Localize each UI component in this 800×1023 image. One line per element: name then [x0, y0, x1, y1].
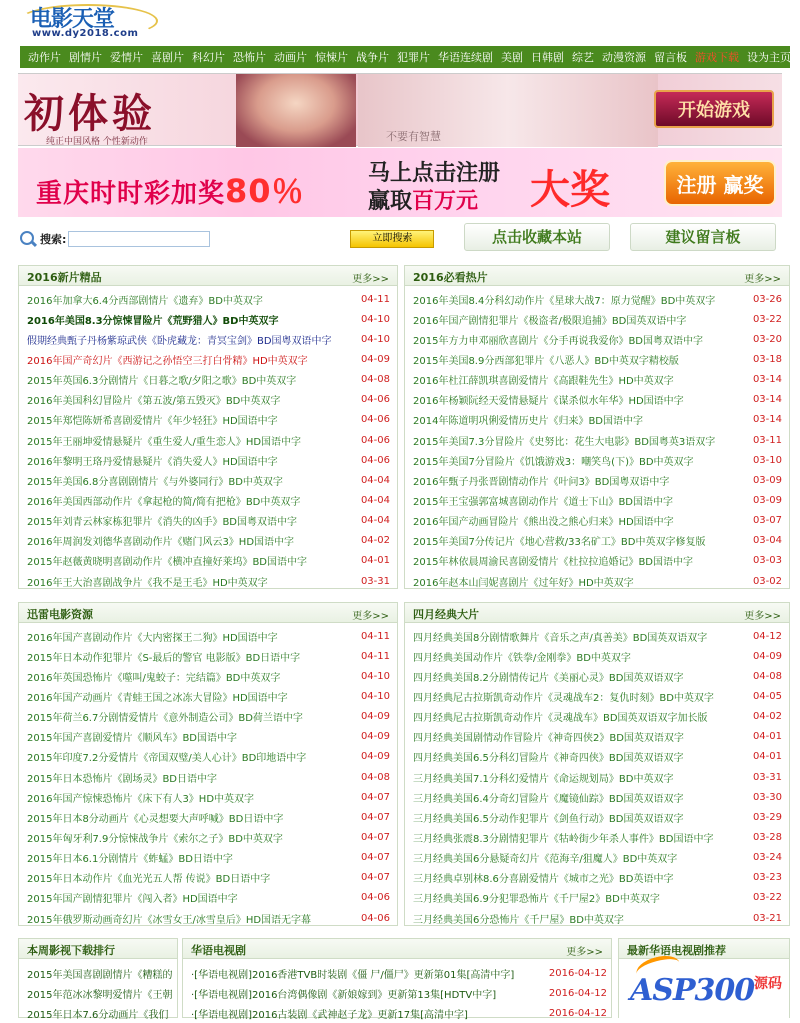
movie-link[interactable]: 四月经典美国8.2分剧情传记片《美丽心灵》BD国英双语双字	[413, 672, 684, 684]
movie-date: 03-10	[752, 454, 782, 466]
movie-link[interactable]: 2015年荷兰6.7分剧情爱情片《意外制造公司》BD荷兰语中字	[27, 713, 303, 725]
list-item[interactable]	[405, 827, 789, 847]
section-title: 2016新片精品	[27, 271, 102, 284]
more-link[interactable]: 更多>>	[352, 274, 389, 285]
section-title: 最新华语电视剧推荐	[627, 944, 726, 957]
list-item[interactable]	[19, 646, 397, 666]
movie-link[interactable]: 三月经典美国6.4分奇幻冒险片《魔镜仙踪》BD国英双语双字	[413, 793, 684, 805]
list-item[interactable]	[405, 868, 789, 888]
search-button[interactable]: 立即搜索	[350, 230, 434, 248]
list-item[interactable]	[19, 767, 397, 787]
movie-date: 04-06	[360, 394, 390, 406]
movie-date: 04-09	[360, 731, 390, 743]
movie-link[interactable]: 三月经典美国6分悬疑奇幻片《范海辛/狙魔人》BD中英双字	[413, 854, 678, 866]
movie-date: 04-07	[360, 831, 390, 843]
list-item[interactable]	[19, 868, 397, 888]
nav-item[interactable]: 科幻片	[192, 51, 225, 64]
movie-date: 04-07	[360, 811, 390, 823]
list-item[interactable]	[19, 370, 397, 390]
logo-title: 电影天堂	[30, 6, 115, 32]
nav-item[interactable]: 惊悚片	[315, 51, 348, 64]
movie-link[interactable]: 2016年美国8.4分科幻动作片《星球大战7：原力觉醒》BD中英双字	[413, 295, 716, 307]
search-icon	[18, 229, 38, 249]
nav-item[interactable]: 动作片	[28, 51, 61, 64]
movie-link[interactable]: 2015年林依晨周渝民喜剧爱情片《杜拉拉追婚记》BD国语中字	[413, 557, 694, 569]
movie-link[interactable]: 2016年甄子丹张晋剧情动作片《叶问3》BD国粤双语中字	[413, 476, 670, 488]
movie-date: 04-10	[360, 313, 390, 325]
movie-link[interactable]: 2016年美国8.3分惊悚冒险片《荒野猎人》BD中英双字	[27, 315, 279, 327]
asp300-suffix: 源码	[754, 976, 782, 992]
movie-link[interactable]: 2016年加拿大6.4分西部剧情片《遗弃》BD中英双字	[27, 295, 263, 307]
nav-item[interactable]: 留言板	[654, 51, 687, 64]
list-item[interactable]	[19, 349, 397, 369]
lottery-percent: 80％	[225, 172, 305, 210]
lottery-prize	[368, 184, 478, 215]
movie-link[interactable]: 三月经典张震8.3分剧情犯罪片《牯岭街少年杀人事件》BD国语中字	[413, 833, 714, 845]
section-april-classics	[404, 602, 790, 926]
list-item[interactable]	[405, 571, 789, 591]
register-button[interactable]: 注册 赢奖	[664, 160, 776, 206]
list-item[interactable]	[405, 747, 789, 767]
movie-link[interactable]: 2015年赵薇黄晓明喜剧动作片《横冲直撞好莱坞》BD国语中字	[27, 557, 308, 569]
movie-link[interactable]: 2015年匈牙利7.9分惊悚战争片《索尔之子》BD中英双字	[27, 833, 283, 845]
movie-date: 04-04	[360, 515, 390, 527]
rank-link[interactable]: 2015年范冰冰黎明爱情片《王朝	[27, 989, 173, 1001]
movie-date: 03-14	[752, 374, 782, 386]
nav-item[interactable]: 日韩剧	[531, 51, 564, 64]
list-item[interactable]	[19, 490, 397, 510]
movie-date: 04-10	[360, 333, 390, 345]
list-item[interactable]	[183, 983, 611, 1003]
movie-date: 04-10	[360, 670, 390, 682]
nav-item[interactable]: 爱情片	[110, 51, 143, 64]
nav-item[interactable]: 犯罪片	[397, 51, 430, 64]
feedback-button[interactable]: 建议留言板	[630, 223, 776, 251]
section-hot-2016	[404, 265, 790, 589]
tv-date: 2016-04-12	[548, 987, 607, 999]
list-item[interactable]	[405, 767, 789, 787]
movie-date: 04-06	[360, 892, 390, 904]
lottery-cta: 马上点击注册	[368, 161, 501, 186]
list-item[interactable]	[405, 309, 789, 329]
movie-date: 03-09	[752, 494, 782, 506]
movie-date: 04-06	[360, 434, 390, 446]
list-item[interactable]	[405, 511, 789, 531]
movie-date: 04-12	[752, 630, 782, 642]
list-item[interactable]	[19, 390, 397, 410]
movie-list	[405, 286, 789, 591]
list-item[interactable]	[405, 349, 789, 369]
list-item[interactable]	[19, 410, 397, 430]
tv-link[interactable]: ·[华语电视剧]2016古装剧《武神赵子龙》更新17集[高清中字]	[191, 1009, 468, 1021]
movie-date: 03-09	[752, 474, 782, 486]
section-title: 四月经典大片	[413, 608, 479, 621]
movie-link[interactable]: 2016年英国恐怖片《噬叫/鬼蛟子：完结篇》BD中英双字	[27, 672, 281, 684]
movie-date: 04-07	[360, 852, 390, 864]
movie-link[interactable]: 四月经典美国6.5分科幻冒险片《神奇四侠》BD国英双语双字	[413, 753, 684, 765]
movie-link[interactable]: 2015年刘青云林家栋犯罪片《消失的凶手》BD国粤双语中字	[27, 517, 298, 529]
movie-list	[19, 286, 397, 591]
movie-date: 04-01	[360, 555, 390, 567]
movie-link[interactable]: 2016年国产动画冒险片《熊出没之熊心归来》HD国语中字	[413, 517, 674, 529]
section-title: 迅雷电影资源	[27, 608, 93, 621]
movie-link[interactable]: 2015年英国6.3分剧情片《日暮之歌/夕阳之歌》BD中英双字	[27, 376, 297, 388]
movie-link[interactable]: 2016年美国科幻冒险片《第五波/第五毁灭》BD中英双字	[27, 396, 281, 408]
list-item[interactable]	[405, 666, 789, 686]
search-input[interactable]	[68, 231, 210, 247]
list-item[interactable]	[19, 666, 397, 686]
nav-item[interactable]: 设为主页	[747, 51, 791, 64]
list-item[interactable]	[19, 531, 397, 551]
movie-link[interactable]: 四月经典美国剧情动作冒险片《神奇四侠2》BD国英双语双字	[413, 733, 684, 745]
movie-date: 04-08	[360, 771, 390, 783]
banner-subtitle: 纯正中国风格 个性新动作	[46, 137, 148, 147]
movie-link[interactable]: 2016年国产惊悚恐怖片《床下有人3》HD中英双字	[27, 793, 255, 805]
rank-link[interactable]: 2015年日本7.6分动画片《我们	[27, 1009, 169, 1021]
asp300-logo[interactable]	[624, 955, 790, 1009]
movie-link[interactable]: 四月经典美国8分剧情歌舞片《音乐之声/真善美》BD国英双语双字	[413, 632, 708, 644]
movie-list	[19, 623, 397, 928]
list-item[interactable]	[405, 289, 789, 309]
list-item[interactable]	[19, 848, 397, 868]
nav-item[interactable]: 华语连续剧	[438, 51, 493, 64]
list-item[interactable]	[405, 450, 789, 470]
list-item[interactable]	[405, 848, 789, 868]
movie-date: 03-22	[752, 892, 782, 904]
section-xunlei	[18, 602, 398, 926]
lottery-headline-text: 重庆时时彩加奖	[36, 179, 226, 209]
movie-link[interactable]: 2015年俄罗斯动画奇幻片《冰雪女王/冰雪皇后》HD国语无字幕	[27, 914, 312, 926]
list-item[interactable]	[405, 626, 789, 646]
movie-date: 03-22	[752, 313, 782, 325]
movie-date: 03-24	[752, 852, 782, 864]
movie-link[interactable]: 2014年陈道明巩俐爱情历史片《归来》BD国语中字	[413, 416, 644, 428]
movie-link[interactable]: 三月经典卓别林8.6分喜剧爱情片《城市之光》BD英语中字	[413, 874, 674, 886]
search-label: 搜索:	[40, 232, 67, 246]
tv-list	[183, 959, 611, 1023]
start-game-button[interactable]: 开始游戏	[654, 90, 774, 128]
list-item[interactable]	[19, 807, 397, 827]
section-title: 华语电视剧	[191, 944, 246, 957]
movie-link[interactable]: 2015年日本6.1分剧情片《蚱蜢》BD日语中字	[27, 854, 233, 866]
movie-link[interactable]: 2015年方力申邓丽欣喜剧片《分手再说我爱你》BD国粤双语中字	[413, 335, 704, 347]
movie-date: 04-02	[752, 711, 782, 723]
more-link[interactable]: 更多>>	[744, 274, 781, 285]
asp300-brand: ASP300	[630, 973, 755, 1008]
list-item[interactable]	[19, 626, 397, 646]
movie-date: 04-09	[360, 711, 390, 723]
tv-date: 2016-04-12	[548, 1007, 607, 1019]
movie-date: 04-04	[360, 494, 390, 506]
site-logo[interactable]	[18, 0, 168, 44]
list-item[interactable]	[19, 707, 397, 727]
movie-link[interactable]: 2015年郑恺陈妍希喜剧爱情片《年少轻狂》HD国语中字	[27, 416, 278, 428]
nav-item[interactable]: 战争片	[356, 51, 389, 64]
nav-item[interactable]: 动画片	[274, 51, 307, 64]
section-header	[19, 939, 177, 959]
rank-list	[19, 959, 177, 1023]
movie-link[interactable]: 2015年日本动作犯罪片《S-最后的警官 电影版》BD日语中字	[27, 652, 301, 664]
list-item[interactable]	[19, 908, 397, 928]
movie-link[interactable]: 2016年国产奇幻片《西游记之孙悟空三打白骨精》HD中英双字	[27, 355, 308, 367]
movie-date: 04-10	[360, 690, 390, 702]
list-item[interactable]	[405, 908, 789, 928]
movie-date: 04-05	[752, 690, 782, 702]
banner-watermark: 不要有智慧	[386, 130, 441, 143]
nav-item[interactable]: 游戏下载	[695, 51, 739, 64]
list-item[interactable]	[405, 646, 789, 666]
nav-item[interactable]: 动漫资源	[602, 51, 646, 64]
list-item[interactable]	[19, 686, 397, 706]
nav-item[interactable]: 剧情片	[69, 51, 102, 64]
search-bar	[18, 226, 454, 251]
movie-date: 04-06	[360, 454, 390, 466]
movie-date: 03-03	[752, 555, 782, 567]
tv-link[interactable]: ·[华语电视剧]2016香港TVB时装剧《僵 尸/僵尸》更新第01集[高清中字]	[191, 969, 515, 981]
movie-date: 03-11	[752, 434, 782, 446]
movie-link[interactable]: 2016年国产喜剧动作片《大内密探王二狗》HD国语中字	[27, 632, 278, 644]
list-item[interactable]	[405, 430, 789, 450]
movie-link[interactable]: 假期经典甄子丹杨紫琼武侠《卧虎藏龙：青冥宝剑》BD国粤双语中字	[27, 335, 332, 347]
section-title: 2016必看热片	[413, 271, 488, 284]
list-item[interactable]	[405, 370, 789, 390]
lottery-banner[interactable]	[18, 148, 782, 217]
list-item[interactable]	[405, 531, 789, 551]
list-item[interactable]	[19, 963, 177, 983]
list-item[interactable]	[405, 410, 789, 430]
movie-date: 03-28	[752, 831, 782, 843]
movie-link[interactable]: 2016年周润发刘德华喜剧动作片《赌门风云3》HD国语中字	[27, 537, 295, 549]
list-item[interactable]	[19, 571, 397, 591]
list-item[interactable]	[19, 1003, 177, 1023]
list-item[interactable]	[19, 511, 397, 531]
movie-date: 04-02	[360, 535, 390, 547]
tv-date: 2016-04-12	[548, 967, 607, 979]
movie-link[interactable]: 2015年日本动作片《血光光五人帮 传说》BD日语中字	[27, 874, 271, 886]
list-item[interactable]	[19, 470, 397, 490]
movie-date: 04-08	[360, 374, 390, 386]
movie-date: 04-06	[360, 414, 390, 426]
main-nav	[20, 46, 790, 68]
movie-link[interactable]: 四月经典美国动作片《铁拳/金刚拳》BD中英双字	[413, 652, 631, 664]
list-item[interactable]	[19, 727, 397, 747]
banner-character-image	[236, 74, 356, 147]
more-link[interactable]: 更多>>	[352, 611, 389, 622]
movie-link[interactable]: 2016年杨颖阮经天爱情悬疑片《谋杀似水年华》HD国语中字	[413, 396, 684, 408]
section-weekly-rank	[18, 938, 178, 1021]
movie-link[interactable]: 2015年日本恐怖片《剧场灵》BD日语中字	[27, 773, 218, 785]
movie-date: 03-20	[752, 333, 782, 345]
movie-date: 04-11	[360, 650, 390, 662]
movie-date: 03-23	[752, 872, 782, 884]
section-title: 本周影视下载排行	[27, 944, 115, 957]
nav-item[interactable]: 恐怖片	[233, 51, 266, 64]
movie-link[interactable]: 三月经典美国6分恐怖片《千尸屋》BD中英双字	[413, 914, 624, 926]
nav-item[interactable]: 综艺	[572, 51, 594, 64]
movie-date: 03-21	[752, 912, 782, 924]
movie-date: 03-14	[752, 414, 782, 426]
movie-link[interactable]: 2015年印度7.2分爱情片《帝国双璧/美人心计》BD印地语中字	[27, 753, 307, 765]
movie-link[interactable]: 2016年赵本山闫妮喜剧片《过年好》HD中英双字	[413, 577, 634, 589]
list-item[interactable]	[405, 686, 789, 706]
list-item[interactable]	[405, 470, 789, 490]
movie-link[interactable]: 2015年王宝强郭富城喜剧动作片《道士下山》BD国语中字	[413, 496, 674, 508]
movie-date: 03-31	[752, 771, 782, 783]
movie-date: 04-07	[360, 872, 390, 884]
nav-item[interactable]: 美剧	[501, 51, 523, 64]
list-item[interactable]	[405, 707, 789, 727]
more-link[interactable]: 更多>>	[566, 947, 603, 958]
list-item[interactable]	[19, 329, 397, 349]
movie-link[interactable]: 三月经典美国6.5分动作犯罪片《剑鱼行动》BD国英双语双字	[413, 813, 684, 825]
list-item[interactable]	[405, 807, 789, 827]
movie-date: 04-08	[752, 670, 782, 682]
section-header	[19, 266, 397, 286]
movie-link[interactable]: 2015年国产喜剧爱情片《顺风车》BD国语中字	[27, 733, 238, 745]
list-item[interactable]	[405, 551, 789, 571]
movie-date: 04-01	[752, 751, 782, 763]
movie-link[interactable]: 2015年日本8分动画片《心灵想要大声呼喊》BD日语中字	[27, 813, 284, 825]
list-item[interactable]	[19, 983, 177, 1003]
movie-date: 03-07	[752, 515, 782, 527]
movie-date: 03-26	[752, 293, 782, 305]
lottery-headline	[36, 166, 305, 212]
section-chinese-tv	[182, 938, 612, 1021]
list-item[interactable]	[19, 551, 397, 571]
movie-link[interactable]: 2015年美国7分冒险片《饥饿游戏3：嘲笑鸟(下)》BD中英双字	[413, 456, 694, 468]
list-item[interactable]	[19, 747, 397, 767]
movie-date: 04-07	[360, 791, 390, 803]
movie-date: 04-11	[360, 630, 390, 642]
nav-item[interactable]: 喜剧片	[151, 51, 184, 64]
movie-date: 03-18	[752, 353, 782, 365]
movie-link[interactable]: 2015年国产剧情犯罪片《闯入者》HD国语中字	[27, 894, 238, 906]
movie-date: 04-06	[360, 912, 390, 924]
movie-link[interactable]: 2016年黎明王珞丹爱情悬疑片《消失爱人》HD国语中字	[27, 456, 278, 468]
list-item[interactable]	[405, 787, 789, 807]
movie-date: 04-09	[360, 353, 390, 365]
banner-title: 初体验	[24, 90, 156, 137]
movie-link[interactable]: 2016年国产剧情犯罪片《极盗者/极限追捕》BD国英双语中字	[413, 315, 687, 327]
movie-link[interactable]: 2015年美国6.8分喜剧剧情片《与外婆同行》BD中英双字	[27, 476, 283, 488]
list-item[interactable]	[183, 1003, 611, 1023]
movie-date: 03-30	[752, 791, 782, 803]
movie-list	[405, 623, 789, 928]
movie-link[interactable]: 四月经典尼古拉斯凯奇动作片《灵魂战车》BD国英双语双字加长版	[413, 713, 708, 725]
lottery-prize-prefix: 赢取	[368, 189, 413, 214]
tv-link[interactable]: ·[华语电视剧]2016台湾偶像剧《新娘嫁到》更新第13集[HDTV中字]	[191, 989, 497, 1001]
movie-link[interactable]: 三月经典美国7.1分科幻爱情片《命运规划局》BD中英双字	[413, 773, 674, 785]
movie-date: 04-01	[752, 731, 782, 743]
more-link[interactable]: 更多>>	[744, 611, 781, 622]
movie-date: 04-09	[752, 650, 782, 662]
list-item[interactable]	[405, 390, 789, 410]
list-item[interactable]	[19, 450, 397, 470]
movie-link[interactable]: 2016年国产动画片《青蛙王国之冰冻大冒险》HD国语中字	[27, 692, 288, 704]
movie-link[interactable]: 2016年杜江薛凯琪喜剧爱情片《高跟鞋先生》HD中英双字	[413, 376, 674, 388]
movie-date: 03-04	[752, 535, 782, 547]
movie-date: 04-04	[360, 474, 390, 486]
lottery-big-prize: 大奖	[530, 166, 610, 213]
movie-link[interactable]: 2016年美国西部动作片《拿起枪的简/简有把枪》BD中英双字	[27, 496, 301, 508]
movie-date: 04-09	[360, 751, 390, 763]
movie-date: 03-31	[360, 575, 390, 587]
list-item[interactable]	[405, 490, 789, 510]
list-item[interactable]	[405, 888, 789, 908]
list-item[interactable]	[19, 309, 397, 329]
list-item[interactable]	[19, 430, 397, 450]
movie-link[interactable]: 2015年美国8.9分西部犯罪片《八恶人》BD中英双字精校版	[413, 355, 679, 367]
movie-link[interactable]: 2015年美国7.3分冒险片《史努比：花生大电影》BD国粤英3语双字	[413, 436, 716, 448]
movie-link[interactable]: 2015年美国7分传记片《地心营救/33名矿工》BD中英双字修复版	[413, 537, 706, 549]
list-item[interactable]	[405, 727, 789, 747]
section-new-2016	[18, 265, 398, 589]
movie-link[interactable]: 三月经典美国6.9分犯罪恐怖片《千尸屋2》BD中英双字	[413, 894, 660, 906]
movie-link[interactable]: 2016年王大治喜剧战争片《我不是王毛》HD中英双字	[27, 577, 268, 589]
movie-date: 03-29	[752, 811, 782, 823]
list-item[interactable]	[19, 888, 397, 908]
movie-date: 03-02	[752, 575, 782, 587]
list-item[interactable]	[405, 329, 789, 349]
section-header	[19, 603, 397, 623]
section-header	[183, 939, 611, 959]
game-banner[interactable]	[18, 73, 782, 146]
movie-date: 03-14	[752, 394, 782, 406]
lottery-prize-amount: 百万元	[412, 189, 479, 214]
section-header	[405, 266, 789, 286]
rank-link[interactable]: 2015年美国喜剧剧情片《糟糕的	[27, 969, 173, 981]
bookmark-button[interactable]: 点击收藏本站	[464, 223, 610, 251]
section-header	[405, 603, 789, 623]
movie-link[interactable]: 2015年王丽坤爱情悬疑片《重生爱人/重生恋人》HD国语中字	[27, 436, 302, 448]
movie-link[interactable]: 四月经典尼古拉斯凯奇动作片《灵魂战车2：复仇时刻》BD中英双字	[413, 692, 714, 704]
list-item[interactable]	[19, 787, 397, 807]
movie-date: 04-11	[360, 293, 390, 305]
list-item[interactable]	[19, 289, 397, 309]
list-item[interactable]	[19, 827, 397, 847]
logo-url: www.dy2018.com	[32, 28, 139, 39]
list-item[interactable]	[183, 963, 611, 983]
